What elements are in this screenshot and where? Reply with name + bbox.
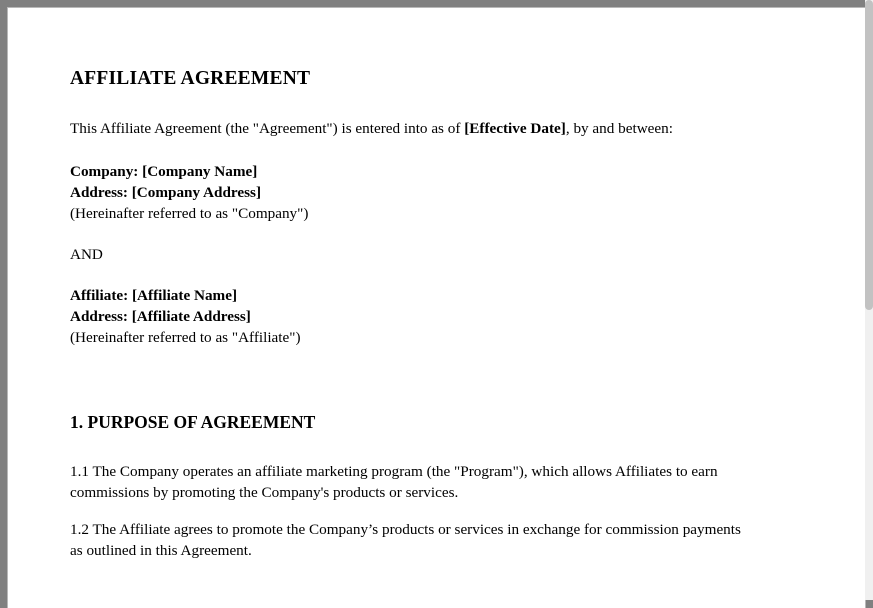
affiliate-address-line bbox=[70, 306, 742, 327]
affiliate-address-placeholder: [Affiliate Address] bbox=[131, 308, 251, 325]
intro-trail-text: , by and between: bbox=[565, 120, 673, 137]
affiliate-note: (Hereinafter referred to as "Affiliate") bbox=[70, 329, 301, 346]
scrollbar-thumb[interactable] bbox=[865, 0, 873, 310]
section-1-heading: 1. PURPOSE OF AGREEMENT bbox=[70, 412, 316, 432]
intro-lead-text: This Affiliate Agreement (the "Agreement") is entered into as of bbox=[70, 120, 465, 137]
affiliate-block bbox=[70, 285, 742, 348]
affiliate-line bbox=[70, 285, 742, 306]
company-note: (Hereinafter referred to as "Company") bbox=[70, 205, 309, 222]
page-title: AFFILIATE AGREEMENT bbox=[70, 68, 311, 89]
clause-1-1: 1.1 The Company operates an affiliate marketing program (the "Program"), which allows Affiliates to earn commissions by promoting the Company's products or services. bbox=[70, 463, 718, 501]
company-name-placeholder: [Company Name] bbox=[142, 163, 258, 180]
effective-date-placeholder: [Effective Date] bbox=[464, 120, 566, 137]
affiliate-name-placeholder: [Affiliate Name] bbox=[132, 287, 237, 304]
company-label: Company: bbox=[70, 163, 143, 180]
company-block bbox=[70, 161, 742, 224]
vertical-scrollbar[interactable] bbox=[865, 0, 873, 600]
conjunction-and: AND bbox=[70, 246, 103, 263]
affiliate-address-label: Address: bbox=[70, 308, 132, 325]
affiliate-label: Affiliate: bbox=[70, 287, 132, 304]
intro-paragraph bbox=[70, 118, 742, 139]
company-address-line bbox=[70, 182, 742, 203]
document-content bbox=[70, 68, 742, 561]
company-address-label: Address: bbox=[70, 184, 132, 201]
document-page bbox=[8, 8, 865, 608]
clause-1-2: 1.2 The Affiliate agrees to promote the Company’s products or services in exchange for commission payments as outlined in this Agreement. bbox=[70, 521, 741, 559]
company-address-placeholder: [Company Address] bbox=[131, 184, 262, 201]
company-line bbox=[70, 161, 742, 182]
